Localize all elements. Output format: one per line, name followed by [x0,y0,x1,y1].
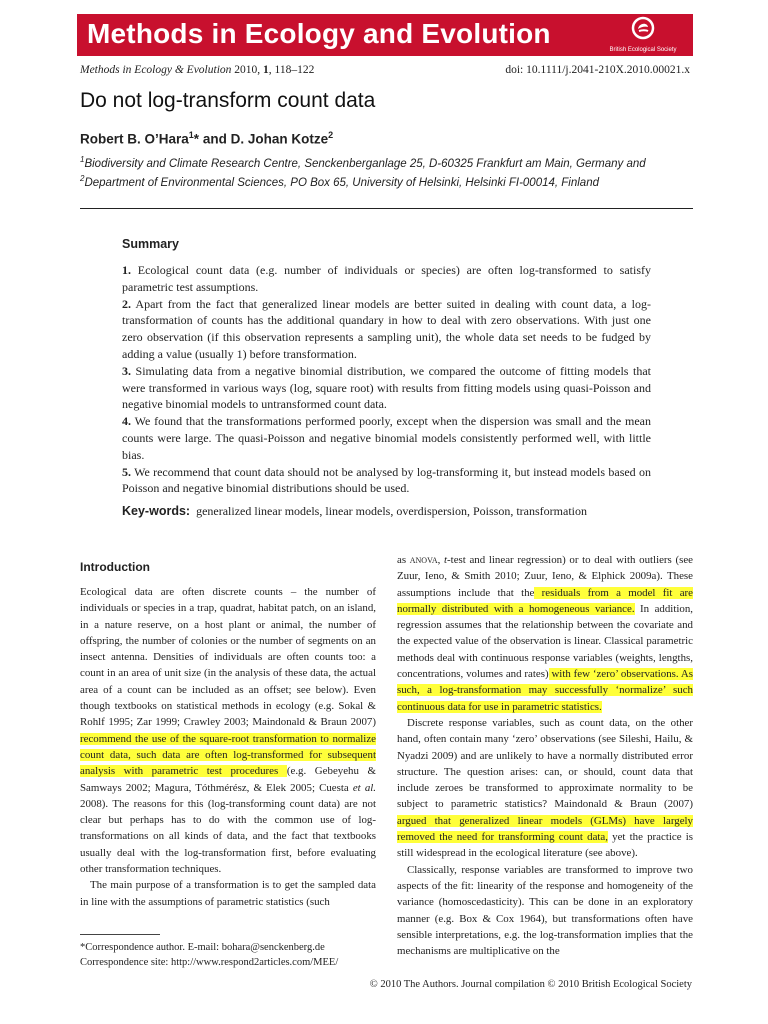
summary-body [122,262,651,497]
affiliation-1-text: Biodiversity and Climate Research Centre, Senckenberganlage 25, D-60325 Frankfurt am Main, Germany and [84,157,646,170]
authors [80,130,333,147]
summary-point-1-text: Ecological count data (e.g. number of individuals or species) are often log-transformed to satisfy parametric test assumptions. [122,263,651,294]
logo-text: British Ecological Society [609,47,677,53]
journal-banner [77,14,693,56]
right-p1-highlight-1: residuals from a model fit are normally distributed with a homogeneous variance. [397,586,693,615]
header-divider [80,208,693,209]
affiliation-1 [80,155,646,170]
right-p1-as: as [397,554,410,566]
right-p2-text-b: yet the practice is still widespread in the ecological literature (see above). [397,831,693,860]
article-title: Do not log-transform count data [80,89,376,112]
right-paragraph-2 [397,715,693,862]
intro-p1-text-c: 2008). The reasons for this (log-transforming count data) are not clear but perhaps has to do with the common use of log-transformations on all kinds of data, and the fact that textbooks usually deal with the log-transformation first, before evaluating other transformation techniques. [80,797,376,876]
journal-banner-title: Methods in Ecology and Evolution [87,18,551,49]
footnote-correspondence-email: *Correspondence author. E-mail: bohara@senckenberg.de [80,942,325,953]
author-1: Robert B. O’Hara [80,131,189,147]
journal-volume: 1 [263,64,269,76]
summary-point-5-text: We recommend that count data should not be analysed by log-transforming it, but instead models based on Poisson and negative binomial distributions should be used. [122,464,651,496]
summary-point-5 [122,464,651,498]
summary-point-4-num: 4. [122,414,131,429]
author-2: and D. Johan Kotze [199,131,329,147]
right-column [397,552,693,959]
intro-p1-etal: et al. [352,781,377,794]
copyright-notice: © 2010 The Authors. Journal compilation © 2010 British Ecological Society [369,979,692,990]
summary-point-5-num: 5. [122,464,131,479]
summary-point-1-num: 1. [122,263,131,277]
right-p2-highlight: argued that generalized linear models (GLMs) have largely removed the need for transforming count data, [397,814,693,844]
right-p1-text-b: In addition, regression assumes that the relationship between the covariate and the expected value of the observation is linear. Classical parametric methods deal with continuous response variables (weights, lengths, concentrations, volumes and rates) [397,602,693,681]
affiliation-2-sup: 2 [80,174,85,183]
summary-point-3 [122,363,651,413]
right-p1-comma: , [437,554,445,566]
affiliation-2-text: Department of Environmental Sciences, PO Box 65, University of Helsinki, Helsinki FI-00014, Finland [84,176,599,189]
summary-point-2-text: Apart from the fact that generalized linear models are better suited in dealing with count data, a log-transformation of counts has the additional quandary in how to deal with zero observations. With just one zero observation (if this observation represents a sampling unit), the whole data set needs to be fudged by adding a value (usually 1) before transformation. [122,296,651,361]
right-paragraph-1 [397,552,693,715]
intro-p1-text-b: (e.g. Gebeyehu & Samways 2002; Magura, Tóthmérész, & Elek 2005; Cuesta [80,765,377,794]
summary-point-1 [122,262,651,296]
intro-paragraph-1 [80,584,376,877]
intro-p1-text-a: Ecological data are often discrete counts – the number of individuals or species in a trap, quadrat, habitat patch, on an island, in a nature reserve, on a host plant or animal, the number of offspring, the number of colonies or the number of segments on an insect antenna. Densities of individuals are often counts too: a count in an area of unit size (in the analysis of these data, the actual area of a count can be included as an offset; see below). Even though textbooks on statistical methods in ecology (e.g. Sokal & Rohlf 1995; Zar 1999; Crawley 2003; Maindonald & Braun 2007) [80,586,376,729]
footnote-divider [80,934,160,935]
right-p1-text-a: -test and linear regression) or to deal with outliers (see Zuur, Ieno, & Smith 2010; Zuur, Ieno, & Elphick 2009a). These assumptions include that the [397,554,693,599]
right-p1-anova: anova [409,554,438,566]
left-column [80,584,376,910]
right-p1-t: t [444,554,448,566]
intro-p1-highlight: recommend the use of the square-root transformation to normalize count data, such data are often log-transformed for subsequent analysis with parametric test procedures [80,732,376,778]
summary-heading: Summary [122,237,179,251]
summary-point-3-num: 3. [122,363,131,378]
keywords-list: generalized linear models, linear models, overdispersion, Poisson, transformation [196,504,587,518]
intro-paragraph-2: The main purpose of a transformation is to get the sampled data in line with the assumptions of parametric statistics (such [80,879,376,908]
right-p2-text-a: Discrete response variables, such as count data, on the other hand, often contain many ‘zero’ observations (see Sileshi, Hailu, & Nyadzi 2009) and are unlikely to have a normally distributed error structure. The question arises: can, or should, count data that include zeroes be transformed to approximate normality to be subject to parametric statistics? Maindonald & Braun (2007) [397,716,693,811]
footnote-correspondence-site: Correspondence site: http://www.respond2articles.com/MEE/ [80,957,339,968]
affiliation-2 [80,174,599,189]
keywords-label: Key-words: [122,504,191,518]
journal-name: Methods in Ecology & Evolution [80,64,232,76]
affiliation-1-sup: 1 [80,155,85,164]
bes-logo [601,16,685,54]
footnote [80,940,338,970]
citation-line [80,64,314,76]
summary-point-4-text: We found that the transformations performed poorly, except when the dispersion was small and the mean counts were large. The quasi-Poisson and negative binomial models consistently performed well, with little bias. [122,414,651,462]
right-p1-highlight-2: with few ‘zero’ observations. As such, a log-transformation may successfully ‘normalize’ such continuous data for use in parametric statistics. [397,668,693,713]
bes-logo-icon [631,16,655,40]
summary-point-2-num: 2. [122,296,131,311]
doi: doi: 10.1111/j.2041-210X.2010.00021.x [505,64,690,76]
summary-point-4 [122,413,651,463]
author-2-affil: 2 [328,130,334,140]
summary-point-3-text: Simulating data from a negative binomial distribution, we compared the outcome of fitting models that were transformed in various ways (log, square root) with results from fitting models using quasi-Poisson and negative binomial models to untransformed count data. [122,363,651,412]
right-paragraph-3: Classically, response variables are transformed to improve two aspects of the fit: linearity of the response and homogeneity of the variance (homoscedasticity). This can be done in an exploratory manner (e.g. Box & Cox 1964), but transformations often have sensible interpretations, e.g. the log-transformation implies that the mechanisms are multiplicative on the [397,863,693,958]
keywords [122,504,587,519]
author-1-mark: * [193,131,200,147]
author-1-affil: 1 [188,130,194,140]
journal-pages: , 118–122 [268,64,315,76]
journal-year: 2010, [234,64,261,76]
introduction-heading: Introduction [80,560,150,574]
summary-point-2 [122,296,651,363]
